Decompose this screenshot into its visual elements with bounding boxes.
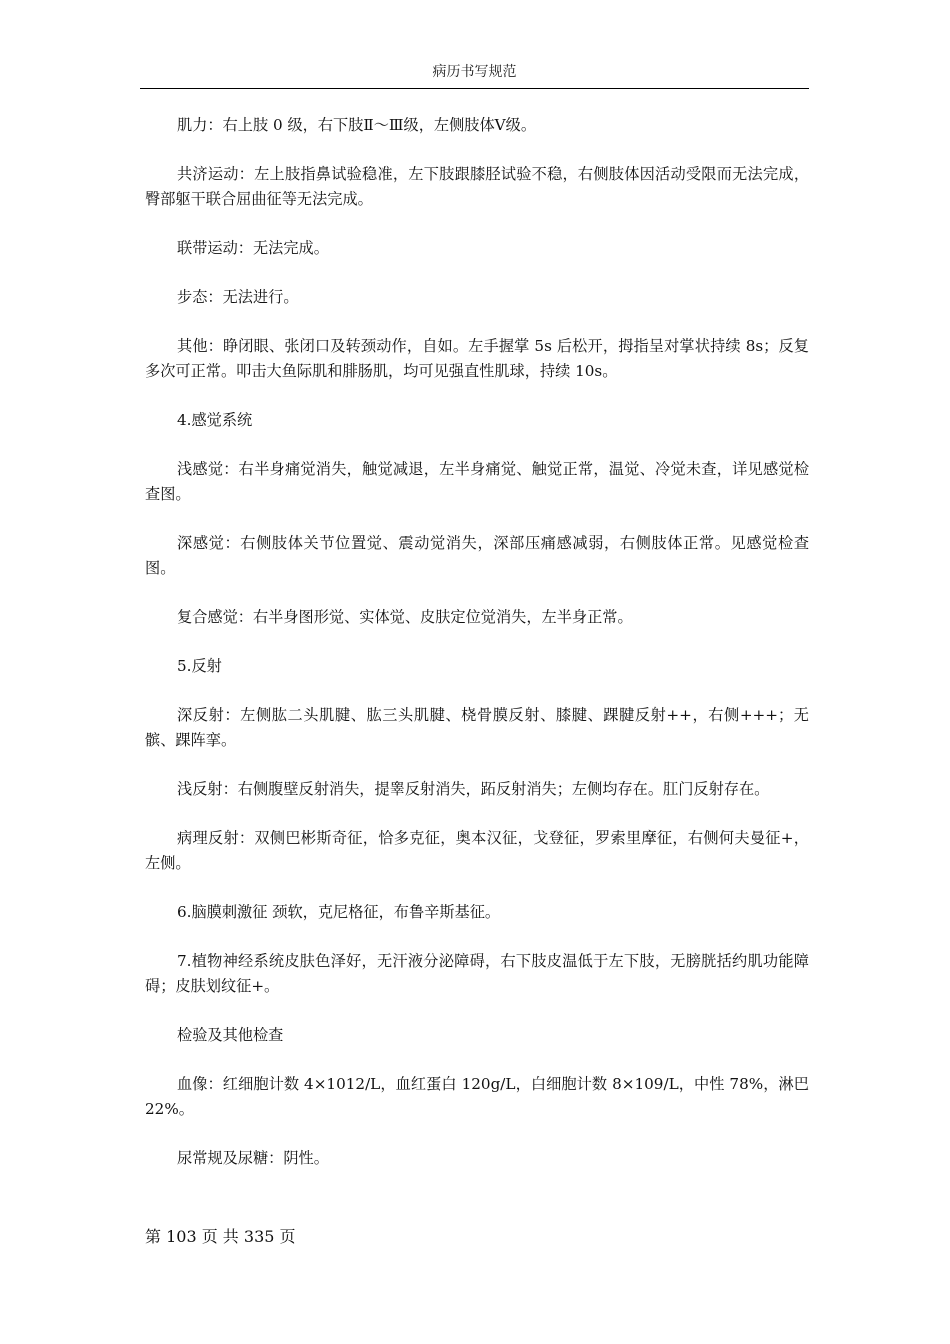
paragraph-blood-test: 血像：红细胞计数 4×1012/L，血红蛋白 120g/L，白细胞计数 8×109/L，中性 78%，淋巴 22%。 [145,1075,809,1118]
paragraph-muscle-strength: 肌力：右上肢 0 级，右下肢Ⅱ～Ⅲ级，左侧肢体Ⅴ级。 [177,116,537,134]
paragraph-autonomic-nervous-system: 7.植物神经系统皮肤色泽好，无汗液分泌障碍，右下肢皮温低于左下肢，无膀胱括约肌功能障碍；皮肤划纹征+。 [145,952,809,995]
paragraph-associated-movement: 联带运动：无法完成。 [177,239,329,257]
document-body [145,113,809,1195]
section-heading-reflex: 5.反射 [177,657,222,675]
paragraph-meningeal-signs: 6.脑膜刺激征 颈软，克尼格征，布鲁辛斯基征。 [177,903,501,921]
paragraph-urine-test: 尿常规及尿糖：阴性。 [177,1149,329,1167]
paragraph-deep-sensation: 深感觉：右侧肢体关节位置觉、震动觉消失，深部压痛感减弱，右侧肢体正常。见感觉检查图。 [145,534,809,577]
paragraph-coordination: 共济运动：左上肢指鼻试验稳准，左下肢跟膝胫试验不稳，右侧肢体因活动受限而无法完成，臀部躯干联合屈曲征等无法完成。 [145,165,809,208]
paragraph-superficial-reflex: 浅反射：右侧腹壁反射消失，提睾反射消失，跖反射消失；左侧均存在。肛门反射存在。 [177,780,770,798]
page-header [140,62,809,89]
paragraph-superficial-sensation: 浅感觉：右半身痛觉消失，触觉减退，左半身痛觉、触觉正常，温觉、冷觉未查，详见感觉检查图。 [145,460,809,503]
paragraph-deep-reflex: 深反射：左侧肱二头肌腱、肱三头肌腱、桡骨膜反射、膝腱、踝腱反射++，右侧+++；无髌、踝阵挛。 [145,706,809,749]
paragraph-pathological-reflex: 病理反射：双侧巴彬斯奇征，恰多克征，奥本汉征，戈登征，罗索里摩征，右侧何夫曼征+，左侧。 [145,829,809,872]
document-title: 病历书写规范 [432,64,517,80]
section-heading-lab-tests: 检验及其他检查 [177,1026,284,1044]
paragraph-gait: 步态：无法进行。 [177,288,299,306]
paragraph-other: 其他：睁闭眼、张闭口及转颈动作，自如。左手握掌 5s 后松开，拇指呈对掌状持续 8s；反复多次可正常。叩击大鱼际肌和腓肠肌，均可见强直性肌球，持续 10s。 [145,337,809,380]
page-number-footer [145,1226,296,1248]
paragraph-complex-sensation: 复合感觉：右半身图形觉、实体觉、皮肤定位觉消失，左半身正常。 [177,608,633,626]
page-counter: 第 103 页 共 335 页 [145,1227,296,1246]
section-heading-sensory: 4.感觉系统 [177,411,253,429]
